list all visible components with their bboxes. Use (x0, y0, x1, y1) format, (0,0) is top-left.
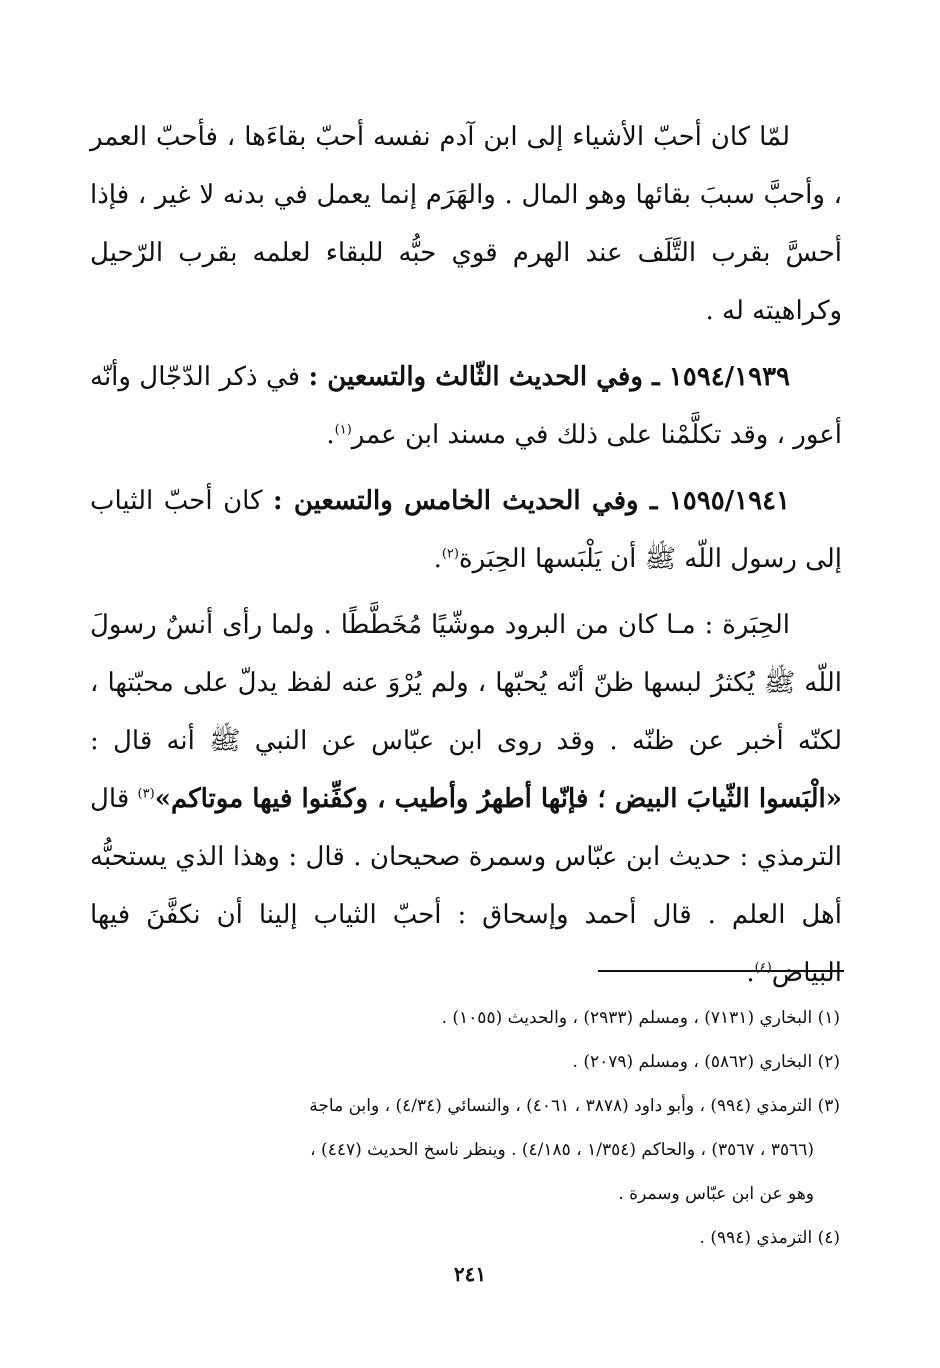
footnote-ref-3[interactable]: (٣) (137, 786, 155, 802)
footnote-ref-4[interactable]: (٤) (754, 960, 772, 976)
paragraph-1-text: لمّا كان أحبّ الأشياء إلى ابن آدم نفسه أحبّ بقاءَها ، فأحبّ العمر ، وأحبَّ سببَ بقائها وهو المال . والهَرَم إنما يعمل في بدنه لا غير ، فإذا أحسَّ بقرب التَّلَف عند الهرم قوي حبُّه للبقاء لعلمه بقرب الرّحيل وكراهيته له . (90, 122, 842, 326)
footnote-3-line-1: (٣) الترمذي (٩٩٤) ، وأبو داود (٣٨٧٨ ، ٤٠٦١) ، والنسائي (٤/٣٤) ، وابن ماجة (309, 1096, 840, 1116)
hadith-1595-end: . (433, 544, 442, 574)
footnote-ref-1[interactable]: (١) (334, 422, 352, 438)
hadith-quote: «الْبَسوا الثّيابَ البيض ؛ فإنّها أطهرُ وأطيب ، وكفِّنوا فيها موتاكم» (154, 784, 842, 814)
page-number: ٢٤١ (453, 1262, 487, 1286)
footnote-3-line-2: (٣٥٦٦ ، ٣٥٦٧) ، والحاكم (١/٣٥٤ ، ٤/١٨٥) . وينظر ناسخ الحديث (٤٤٧) ، (310, 1140, 814, 1160)
footnote-2: (٢) البخاري (٥٨٦٢) ، ومسلم (٢٠٧٩) . (572, 1052, 840, 1072)
commentary-end: . (746, 958, 755, 988)
footnote-ref-2[interactable]: (٢) (441, 546, 459, 562)
footnotes (88, 996, 840, 1260)
footnote-3-line-3: وهو عن ابن عبّاس وسمرة . (618, 1184, 814, 1204)
hadith-1594-heading: ١٥٩٤/١٩٣٩ ـ وفي الحديث الثّالث والتسعين : (308, 362, 791, 392)
footnote-4: (٤) الترمذي (٩٩٤) . (699, 1228, 840, 1248)
paragraph-1 (90, 108, 842, 340)
hadith-1594 (90, 348, 842, 464)
main-text (90, 108, 842, 1010)
hadith-1594-text: في ذكر الدّجّال وأنّه أعور ، وقد تكلَّمْنا على ذلك في مسند ابن عمر (90, 362, 842, 450)
hadith-1595-text: كان أحبّ الثياب إلى رسول اللّه ﷺ أن يَلْبَسها الحِبَرة (90, 486, 842, 574)
commentary-text-1: الحِبَرة : مـا كان من البرود موشّيًا مُخَطَّطًا . ولما رأى أنسٌ رسولَ اللّه ﷺ يُكثرُ لبسها ظنّ أنّه يُحبّها ، ولم يُرْوَ عنه لفظ يدلّ على محبّتها ، لكنّه أخبر عن ظنّه . وقد روى ابن عبّاس عن النبي ﷺ أنه قال : (90, 610, 842, 756)
hadith-1595 (90, 472, 842, 588)
hadith-1595-heading: ١٥٩٥/١٩٤١ ـ وفي الحديث الخامس والتسعين : (272, 486, 791, 516)
commentary-paragraph (90, 596, 842, 1002)
footnote-1: (١) البخاري (٧١٣١) ، ومسلم (٢٩٣٣) ، والحديث (١٠٥٥) . (441, 1008, 840, 1028)
footnote-divider (598, 970, 844, 972)
commentary-text-2: قال الترمذي : حديث ابن عبّاس وسمرة صحيحان . قال : وهذا الذي يستحبُّه أهل العلم . قال أحمد وإسحاق : أحبّ الثياب إلينا أن نكفَّنَ فيها البياض (90, 784, 842, 988)
hadith-1594-end: . (326, 420, 335, 450)
